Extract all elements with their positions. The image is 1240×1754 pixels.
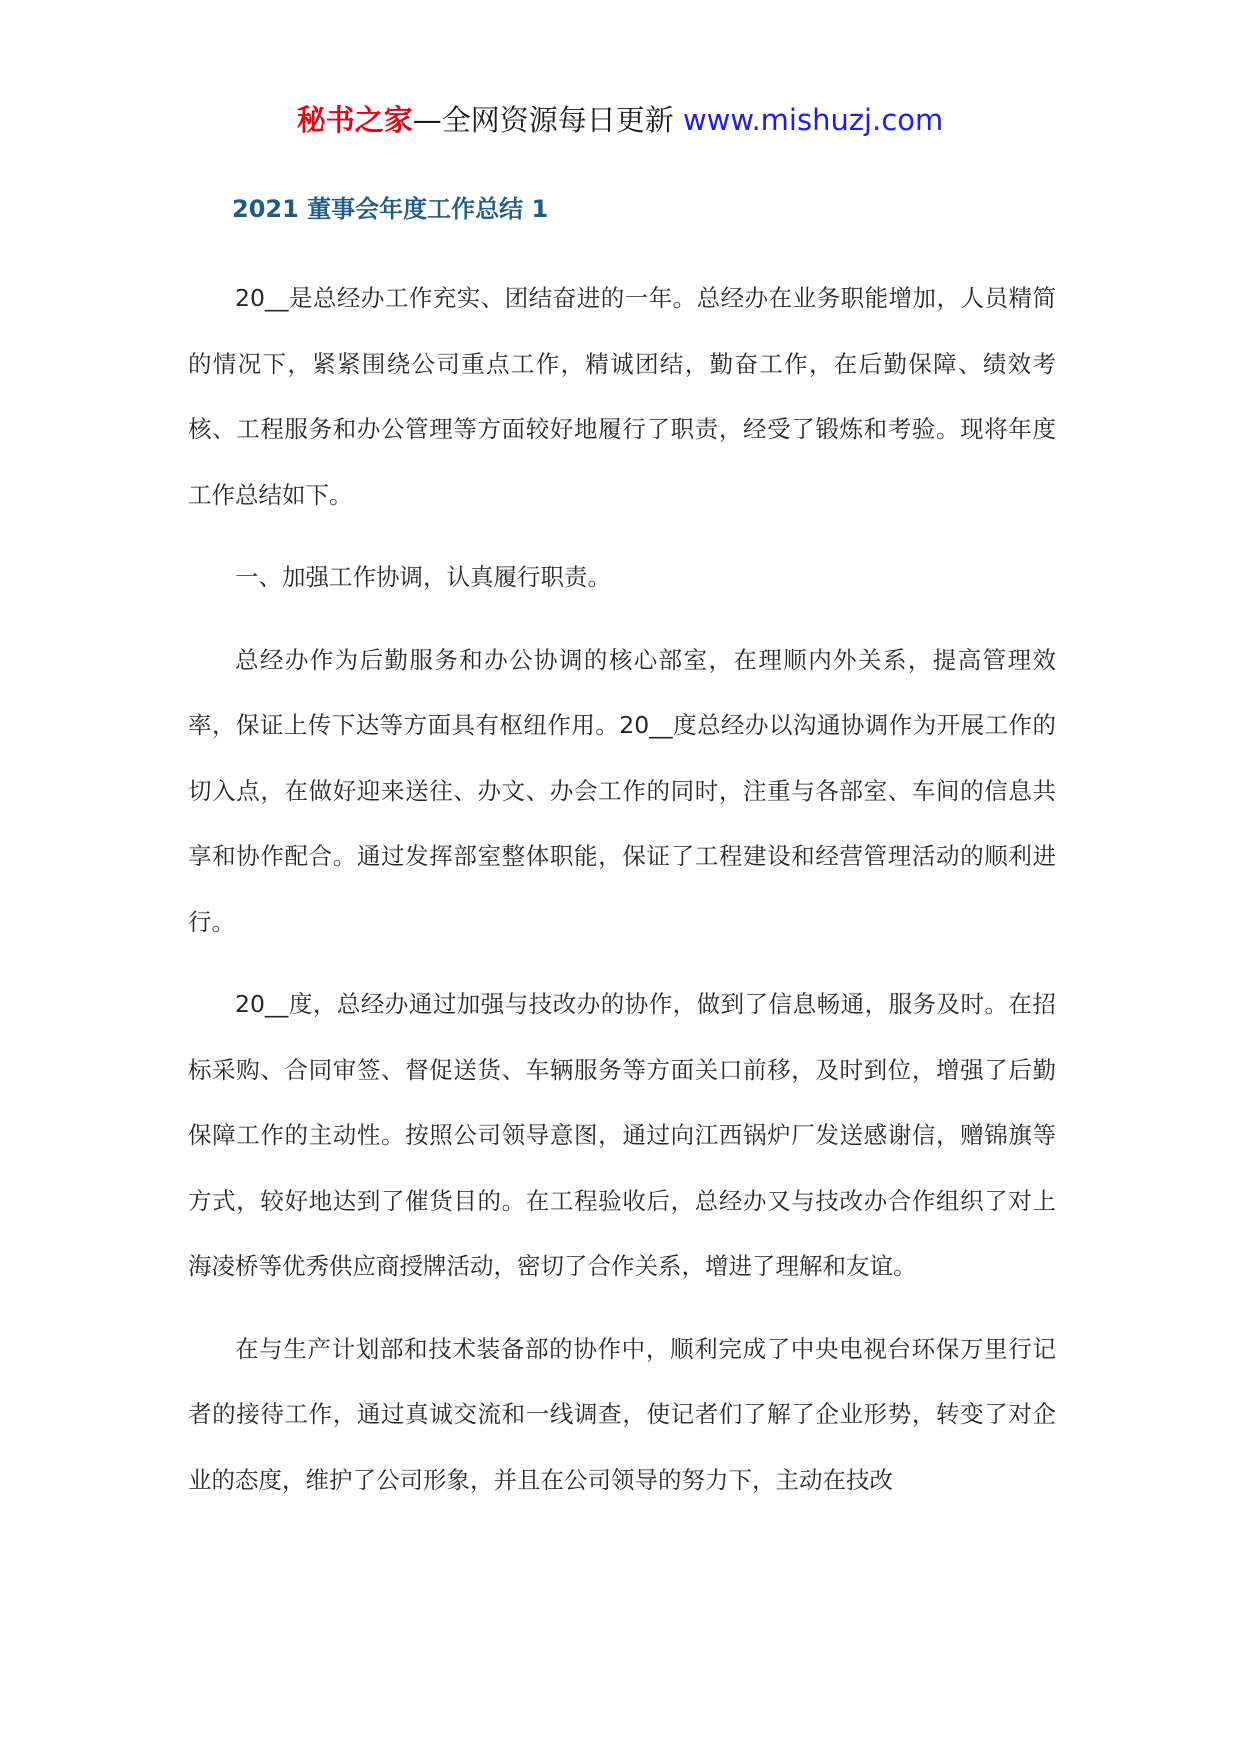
site-header [0, 100, 1240, 140]
site-url-link[interactable]: www.mishuzj.com [682, 103, 944, 137]
paragraph-collaboration: 20__度，总经办通过加强与技改办的协作，做到了信息畅通，服务及时。在招标采购、合同审签、督促送货、车辆服务等方面关口前移，及时到位，增强了后勤保障工作的主动性。按照公司领导意图，通过向江西锅炉厂发送感谢信，赠锦旗等方式，较好地达到了催货目的。在工程验收后，总经办又与技改办合作组织了对上海凌桥等优秀供应商授牌活动，密切了合作关系，增进了理解和友谊。 [188, 990, 1056, 1280]
paragraph-coordination: 总经办作为后勤服务和办公协调的核心部室，在理顺内外关系，提高管理效率，保证上传下达等方面具有枢纽作用。20__度总经办以沟通协调作为开展工作的切入点，在做好迎来送往、办文、办会工作的同时，注重与各部室、车间的信息共享和协作配合。通过发挥部室整体职能，保证了工程建设和经营管理活动的顺利进行。 [188, 645, 1056, 936]
paragraph-reception: 在与生产计划部和技术装备部的协作中，顺利完成了中央电视台环保万里行记者的接待工作，通过真诚交流和一线调查，使记者们了解了企业形势，转变了对企业的态度，维护了公司形象，并且在公司领导的努力下，主动在技改 [188, 1334, 1056, 1494]
section-heading-1: 一、加强工作协调，认真履行职责。 [235, 563, 611, 591]
header-slogan: —全网资源每日更新 [412, 103, 683, 137]
brand-name: 秘书之家 [296, 103, 413, 137]
document-title: 2021 董事会年度工作总结 1 [232, 195, 549, 223]
paragraph-intro: 20__是总经办工作充实、团结奋进的一年。总经办在业务职能增加，人员精简的情况下，紧紧围绕公司重点工作，精诚团结，勤奋工作，在后勤保障、绩效考核、工程服务和办公管理等方面较好地履行了职责，经受了锻炼和考验。现将年度工作总结如下。 [188, 284, 1056, 509]
document-body [188, 266, 1056, 1513]
